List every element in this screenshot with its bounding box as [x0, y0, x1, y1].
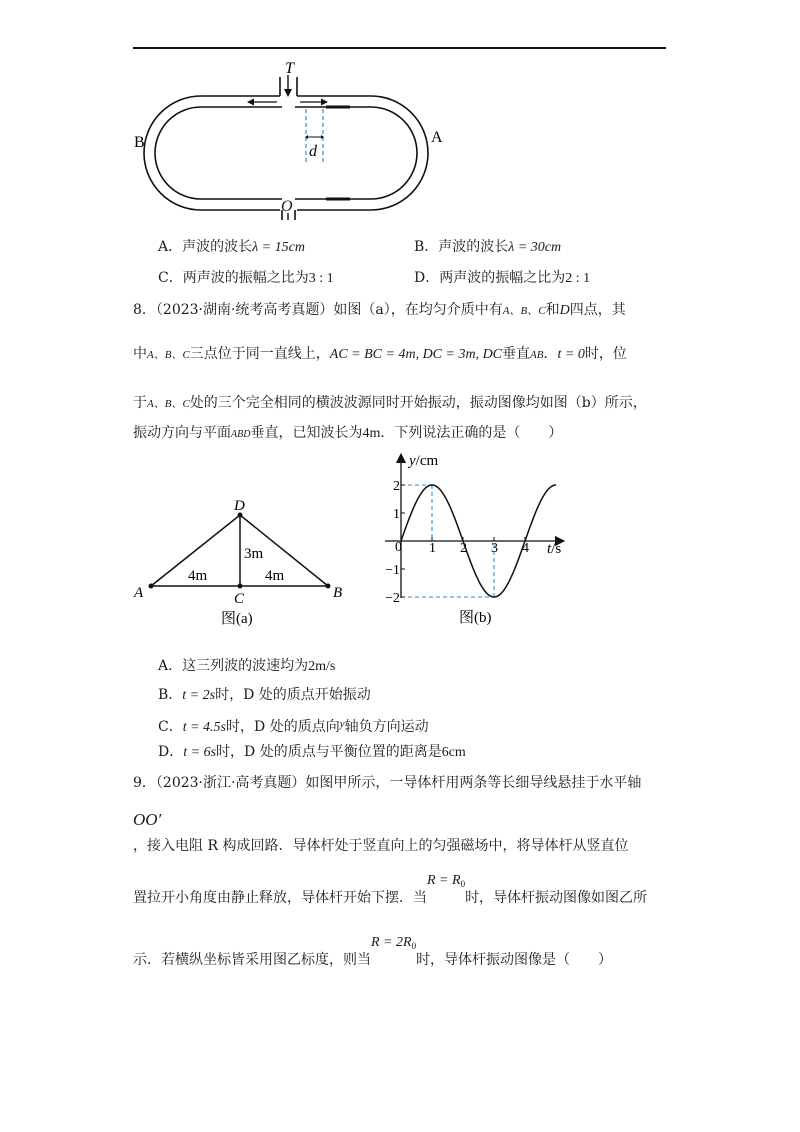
label-O: O — [281, 198, 293, 215]
x-tick-label-4: 4 — [522, 541, 529, 556]
q8-option-b[interactable]: B．t = 2s时，D 处的质点开始振动 — [158, 687, 371, 703]
q9-line-1: 9．（2023·浙江·高考真题）如图甲所示，一导体杆用两条等长细导线悬挂于水平轴 — [133, 775, 642, 791]
figure-b-chart — [370, 450, 585, 630]
figure-a-triangle — [128, 495, 353, 630]
q8-line-3: 于A、B、C处的三个完全相同的横波波源同时开始振动，振动图像均如图（b）所示， — [133, 395, 647, 411]
fig-b-origin: 0 — [395, 540, 402, 555]
tube-figure — [120, 55, 460, 220]
top-rule — [133, 47, 666, 49]
x-tick-label-1: 1 — [429, 541, 436, 556]
fig-b-ylabel: y/cm — [409, 453, 439, 469]
q8-option-a[interactable]: A．这三列波的波速均为2m/s — [158, 658, 336, 674]
q8-line-4: 振动方向与平面ABD垂直，已知波长为4m．下列说法正确的是（ ） — [133, 425, 563, 441]
y-tick-label-1: 1 — [393, 507, 400, 522]
q8-line-2: 中A、B、C三点位于同一直线上，AC = BC = 4m, DC = 3m, DC垂直AB．t = 0时，位 — [133, 346, 627, 362]
x-tick-label-3: 3 — [491, 541, 498, 556]
q7-option-a[interactable]: A．声波的波长λ = 15cm — [158, 239, 305, 255]
fig-a-caption: 图(a) — [221, 611, 253, 627]
fig-a-label-B: B — [333, 585, 343, 601]
fig-b-caption: 图(b) — [459, 610, 492, 626]
fig-a-len-left: 4m — [188, 568, 208, 584]
q7-option-b[interactable]: B．声波的波长λ = 30cm — [414, 239, 562, 255]
y-tick-label-2: 2 — [393, 479, 400, 494]
fig-a-len-height: 3m — [244, 546, 264, 562]
fig-a-label-D: D — [234, 498, 245, 514]
q8-option-d[interactable]: D．t = 6s时，D 处的质点与平衡位置的距离是6cm — [158, 744, 466, 760]
fig-a-len-right: 4m — [265, 568, 285, 584]
fig-a-label-A: A — [134, 585, 144, 601]
fig-b-xlabel: t/s — [547, 541, 562, 557]
label-A: A — [431, 129, 443, 146]
q9-line-3: ，接入电阻 R 构成回路．导体杆处于竖直向上的匀强磁场中，将导体杆从竖直位 — [133, 838, 629, 854]
y-tick-label--2: −2 — [385, 591, 400, 606]
q8-option-c[interactable]: C．t = 4.5s时，D 处的质点向$^y$轴负方向运动 — [158, 718, 429, 735]
q8-line-1: 8．（2023·湖南·统考高考真题）如图（a），在均匀介质中有A、B、C和D四点，其 — [133, 302, 626, 318]
q9-line-4: 置拉开小角度由静止释放，导体杆开始下摆．当$R = R_0$时，导体杆振动图像如图乙所 — [133, 873, 648, 906]
label-d: d — [309, 143, 317, 160]
q9-line-5: 示．若横纵坐标皆采用图乙标度，则当$R = 2R_0$时，导体杆振动图像是（ ） — [133, 935, 613, 968]
label-T: T — [285, 60, 294, 77]
y-tick-label--1: −1 — [385, 563, 400, 578]
fig-a-label-C: C — [234, 591, 245, 607]
label-B: B — [134, 134, 145, 151]
q9-axis-OO: OO′ — [133, 810, 162, 829]
x-tick-label-2: 2 — [460, 541, 467, 556]
q7-option-d[interactable]: D．两声波的振幅之比为2 : 1 — [414, 270, 591, 286]
q7-option-c[interactable]: C．两声波的振幅之比为3 : 1 — [158, 270, 334, 286]
